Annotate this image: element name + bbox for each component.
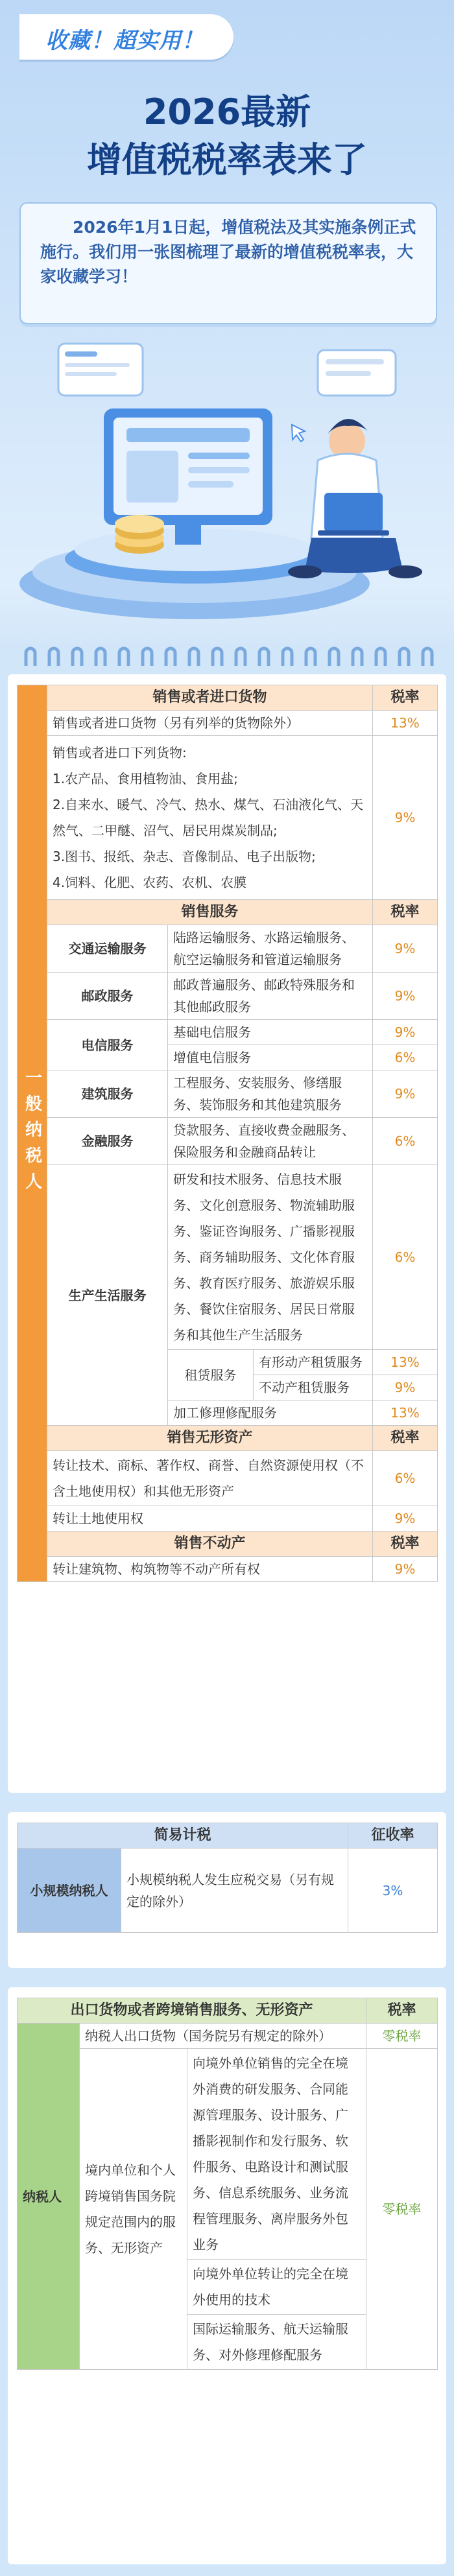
intangible-row-rate: 6%	[373, 1451, 438, 1506]
export-sheet	[8, 1987, 446, 2564]
life-services-text: 研发和技术服务、信息技术服务、文化创意服务、物流辅助服务、鉴证咨询服务、广播影视服务、商务辅助服务、文化体育服务、教育医疗服务、旅游娱乐服务、餐饮住宿服务、居民日常服务和其他生产生活服务	[168, 1165, 373, 1350]
intro-card	[19, 202, 437, 324]
transport-label: 交通运输服务	[47, 925, 168, 973]
title-line-2: 增值税税率表来了	[87, 139, 367, 180]
realestate-header: 销售不动产	[47, 1531, 373, 1557]
taxpayer-label: 纳税人	[18, 2024, 80, 2370]
export-goods-text: 纳税人出口货物（国务院另有规定的除外）	[80, 2024, 366, 2049]
goods-list-cell	[47, 736, 373, 900]
intangible-header: 销售无形资产	[47, 1426, 373, 1451]
finance-text: 贷款服务、直接收费金融服务、保险服务和金融商品转让	[168, 1118, 373, 1165]
title-line-1: 2026最新	[143, 91, 311, 132]
realestate-row-text: 转让建筑物、构筑物等不动产所有权	[47, 1557, 373, 1582]
lease-realestate-rate: 9%	[373, 1375, 438, 1400]
finance-rate: 6%	[373, 1118, 438, 1165]
rate-header: 税率	[373, 685, 438, 711]
small-scale-label: 小规模纳税人	[18, 1849, 121, 1933]
construction-rate: 9%	[373, 1070, 438, 1118]
goods-list-rate: 9%	[373, 736, 438, 900]
lease-movable-text: 有形动产租赁服务	[254, 1350, 373, 1375]
general-taxpayer-sheet	[8, 674, 446, 1793]
services-header: 销售服务	[47, 900, 373, 925]
small-scale-rate: 3%	[348, 1849, 438, 1933]
badge-text: 收藏！超实用！	[45, 28, 204, 54]
telecom-added-rate: 6%	[373, 1045, 438, 1070]
rate-header: 税率	[373, 1531, 438, 1557]
cross-border-tech-text: 向境外单位转让的完全在境外使用的技术	[187, 2260, 366, 2315]
repair-text: 加工修理修配服务	[168, 1400, 373, 1426]
goods-list-line: 1.农产品、食用植物油、食用盐;	[53, 771, 238, 786]
cross-border-label: 境内单位和个人跨境销售国务院规定范围内的服务、无形资产	[80, 2049, 187, 2370]
repair-rate: 13%	[373, 1400, 438, 1426]
life-services-label: 生产生活服务	[47, 1165, 168, 1426]
binder-rings	[0, 639, 454, 678]
general-taxpayer-table	[17, 685, 438, 1582]
rate-header: 税率	[373, 1426, 438, 1451]
lease-label: 租赁服务	[168, 1350, 254, 1400]
simple-method-sheet	[8, 1812, 446, 1968]
export-rate-header: 税率	[366, 1998, 438, 2024]
export-goods-rate: 零税率	[366, 2024, 438, 2049]
land-use-text: 转让土地使用权	[47, 1506, 373, 1531]
realestate-row-rate: 9%	[373, 1557, 438, 1582]
export-header: 出口货物或者跨境销售服务、无形资产	[18, 1998, 366, 2024]
small-scale-text: 小规模纳税人发生应税交易（另有规定的除外）	[121, 1849, 348, 1933]
construction-text: 工程服务、安装服务、修缮服务、装饰服务和其他建筑服务	[168, 1070, 373, 1118]
simple-method-table	[17, 1823, 438, 1933]
goods-list-line: 3.图书、报纸、杂志、音像制品、电子出版物;	[53, 849, 316, 864]
goods-row-rate: 13%	[373, 711, 438, 736]
simple-header: 简易计税	[18, 1823, 348, 1849]
cursor-icon	[292, 425, 305, 442]
goods-list-line: 2.自来水、暖气、冷气、热水、煤气、石油液化气、天然气、二甲醚、沼气、居民用煤炭制品;	[53, 797, 364, 838]
general-taxpayer-side-label: 一般纳税人	[18, 685, 47, 1582]
cross-border-services-text: 向境外单位销售的完全在境外消费的研发服务、合同能源管理服务、设计服务、广播影视制作和发行服务、软件服务、电路设计和测试服务、信息系统服务、业务流程管理服务、离岸服务外包业务	[187, 2049, 366, 2260]
goods-list-line: 销售或者进口下列货物:	[53, 745, 187, 761]
telecom-basic-text: 基础电信服务	[168, 1020, 373, 1045]
intangible-row-text: 转让技术、商标、著作权、商誉、自然资源使用权（不含土地使用权）和其他无形资产	[47, 1451, 373, 1506]
life-services-rate: 6%	[373, 1165, 438, 1350]
telecom-added-text: 增值电信服务	[168, 1045, 373, 1070]
export-table	[17, 1998, 438, 2370]
postal-text: 邮政普遍服务、邮政特殊服务和其他邮政服务	[168, 973, 373, 1020]
postal-rate: 9%	[373, 973, 438, 1020]
international-transport-text: 国际运输服务、航天运输服务、对外修理修配服务	[187, 2315, 366, 2370]
telecom-basic-rate: 9%	[373, 1020, 438, 1045]
cross-border-rate: 零税率	[366, 2049, 438, 2370]
goods-row-text: 销售或者进口货物（另有列举的货物除外）	[47, 711, 373, 736]
goods-list-line: 4.饲料、化肥、农药、农机、农膜	[53, 875, 247, 890]
postal-label: 邮政服务	[47, 973, 168, 1020]
finance-label: 金融服务	[47, 1118, 168, 1165]
land-use-rate: 9%	[373, 1506, 438, 1531]
lease-realestate-text: 不动产租赁服务	[254, 1375, 373, 1400]
levy-rate-header: 征收率	[348, 1823, 438, 1849]
coins-icon	[115, 515, 164, 554]
hero-illustration	[0, 331, 454, 635]
transport-rate: 9%	[373, 925, 438, 973]
person-with-laptop-icon	[288, 419, 422, 578]
transport-text: 陆路运输服务、水路运输服务、航空运输服务和管道运输服务	[168, 925, 373, 973]
lease-movable-rate: 13%	[373, 1350, 438, 1375]
construction-label: 建筑服务	[47, 1070, 168, 1118]
rate-header: 税率	[373, 900, 438, 925]
telecom-label: 电信服务	[47, 1020, 168, 1070]
collect-badge	[19, 14, 233, 60]
intro-text: 2026年1月1日起，增值税法及其实施条例正式施行。我们用一张图梳理了最新的增值税税率表，大家收藏学习！	[40, 218, 416, 286]
goods-header: 销售或者进口货物	[47, 685, 373, 711]
